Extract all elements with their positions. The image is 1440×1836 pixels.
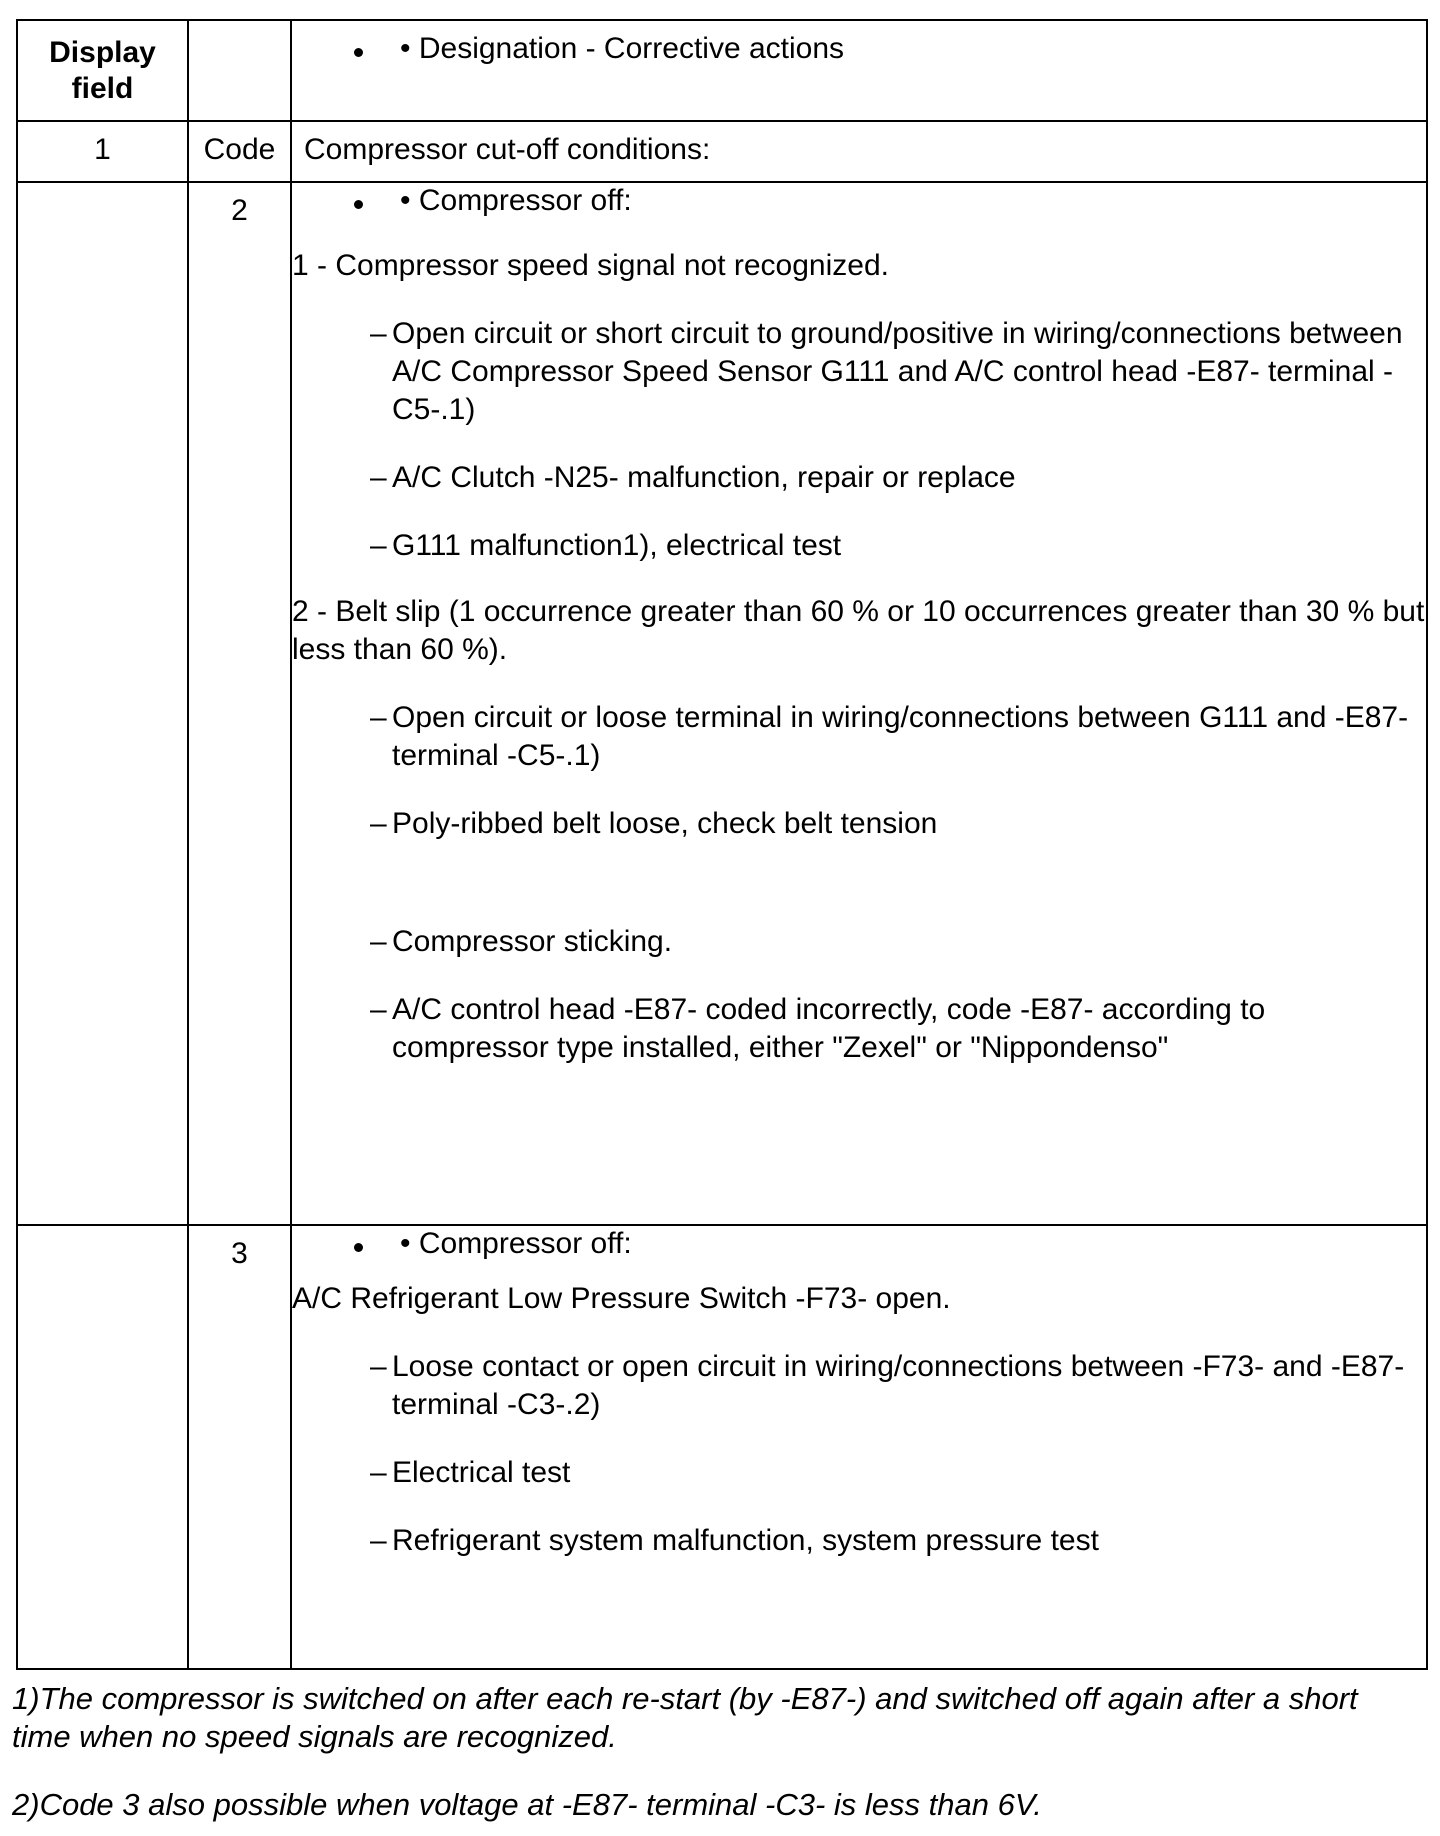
dash-marker: – bbox=[370, 1350, 387, 1383]
bullet-item bbox=[292, 1226, 1426, 1262]
row2-condition-1: 1 - Compressor speed signal not recognized. bbox=[292, 249, 889, 282]
header-designation-cell bbox=[291, 20, 1427, 121]
list-item bbox=[292, 1454, 1426, 1492]
table-row bbox=[17, 182, 1427, 1225]
list-item bbox=[292, 459, 1426, 497]
dash-marker: – bbox=[370, 807, 387, 840]
list-item-text: A/C control head -E87- coded incorrectly, code -E87- according to compressor type installed, either "Zexel" or "Nippondenso" bbox=[392, 993, 1266, 1064]
row3-field-empty bbox=[17, 1225, 188, 1669]
header-display-field-line1: Display bbox=[49, 36, 156, 69]
dash-marker: – bbox=[370, 1524, 387, 1557]
display-field-table bbox=[16, 19, 1428, 1670]
list-item-text: A/C Clutch -N25- malfunction, repair or replace bbox=[392, 461, 1016, 494]
list-item bbox=[292, 1522, 1426, 1560]
list-item-text: G111 malfunction1), electrical test bbox=[392, 529, 842, 562]
list-item-text: Electrical test bbox=[392, 1456, 571, 1489]
table-row bbox=[17, 1225, 1427, 1669]
dash-marker: – bbox=[370, 529, 387, 562]
list-item bbox=[292, 805, 1426, 843]
table-header-row bbox=[17, 20, 1427, 121]
dash-marker: – bbox=[370, 925, 387, 958]
row1-text: Compressor cut-off conditions: bbox=[291, 121, 1427, 182]
dash-marker: – bbox=[370, 993, 387, 1026]
row2-code: 2 bbox=[188, 182, 291, 1225]
header-display-field-line2: field bbox=[71, 72, 134, 105]
row2-bullet-text: • Compressor off: bbox=[400, 184, 632, 217]
row3-condition: A/C Refrigerant Low Pressure Switch -F73- open. bbox=[292, 1282, 951, 1315]
list-item-text: Loose contact or open circuit in wiring/connections between -F73- and -E87- terminal -C3-.2) bbox=[392, 1350, 1405, 1421]
list-item bbox=[292, 315, 1426, 429]
header-designation-text: • Designation - Corrective actions bbox=[400, 32, 845, 65]
dash-marker: – bbox=[370, 317, 387, 350]
footnote-2: 2)Code 3 also possible when voltage at -E87- terminal -C3- is less than 6V. bbox=[12, 1787, 1042, 1822]
bullet-dot-icon bbox=[354, 200, 363, 209]
bullet-item bbox=[292, 183, 1426, 219]
row3-code: 3 bbox=[188, 1225, 291, 1669]
row2-condition-2: 2 - Belt slip (1 occurrence greater than 60 % or 10 occurrences greater than 30 % but less than 60 %). bbox=[292, 595, 1425, 666]
row2-content bbox=[291, 182, 1427, 1225]
list-item-text: Poly-ribbed belt loose, check belt tension bbox=[392, 807, 938, 840]
list-item-text: Refrigerant system malfunction, system pressure test bbox=[392, 1524, 1099, 1557]
list-item bbox=[292, 527, 1426, 565]
list-item bbox=[292, 699, 1426, 775]
list-item-text: Compressor sticking. bbox=[392, 925, 673, 958]
row2-field-empty bbox=[17, 182, 188, 1225]
list-item-text: Open circuit or loose terminal in wiring/connections between G111 and -E87- terminal -C5-.1) bbox=[392, 701, 1409, 772]
dash-marker: – bbox=[370, 461, 387, 494]
header-empty-cell bbox=[188, 20, 291, 121]
row1-code: Code bbox=[188, 121, 291, 182]
bullet-dot-icon bbox=[354, 1243, 363, 1252]
table-row bbox=[17, 121, 1427, 182]
list-item-text: Open circuit or short circuit to ground/positive in wiring/connections between A/C Compressor Speed Sensor G111 and A/C control head -E87- terminal -C5-.1) bbox=[392, 317, 1403, 426]
list-item bbox=[292, 991, 1426, 1067]
row3-content bbox=[291, 1225, 1427, 1669]
row3-bullet-text: • Compressor off: bbox=[400, 1227, 632, 1260]
header-display-field bbox=[17, 20, 188, 121]
list-item bbox=[292, 923, 1426, 961]
dash-marker: – bbox=[370, 1456, 387, 1489]
dash-marker: – bbox=[370, 701, 387, 734]
row1-field: 1 bbox=[17, 121, 188, 182]
footnote-1: 1)The compressor is switched on after each re-start (by -E87-) and switched off again after a short time when no speed signals are recognized. bbox=[12, 1681, 1358, 1754]
bullet-dot-icon bbox=[354, 48, 363, 57]
bullet-item bbox=[292, 31, 1426, 67]
list-item bbox=[292, 1348, 1426, 1424]
